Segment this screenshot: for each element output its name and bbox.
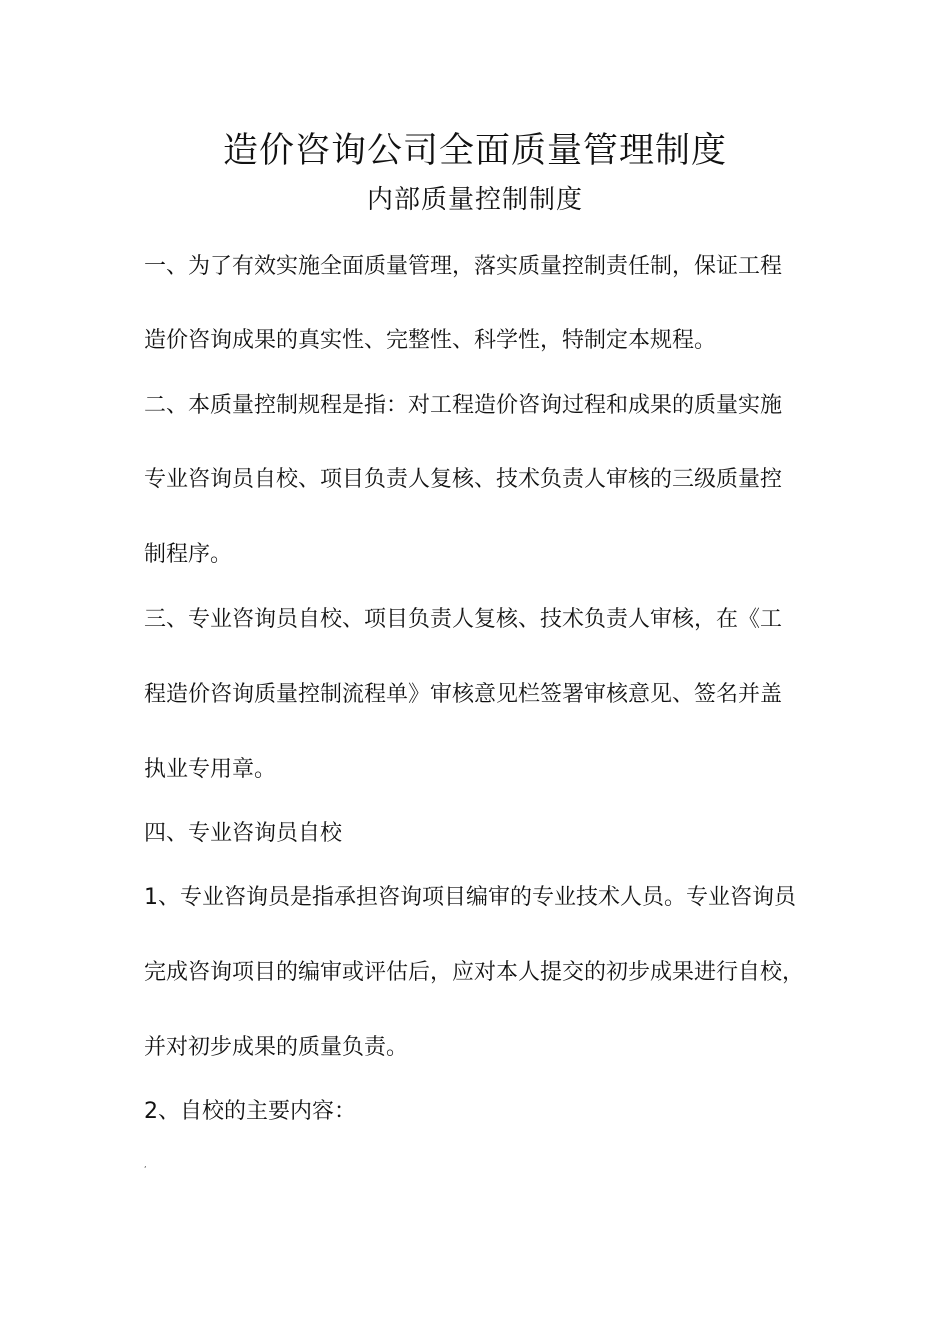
paragraph-line: 造价咨询成果的真实性、完整性、科学性，特制定本规程。 bbox=[144, 328, 717, 353]
paragraph-line: 执业专用章。 bbox=[144, 757, 277, 782]
paragraph-line: 2、自校的主要内容： bbox=[144, 1099, 356, 1124]
document-subtitle: 内部质量控制制度 bbox=[366, 185, 583, 215]
paragraph-line: 二、本质量控制规程是指：对工程造价咨询过程和成果的质量实施 bbox=[144, 393, 783, 418]
paragraph-line: 1、专业咨询员是指承担咨询项目编审的专业技术人员。专业咨询员 bbox=[144, 885, 796, 910]
paragraph-line: 并对初步成果的质量负责。 bbox=[144, 1035, 409, 1060]
paragraph-line: 制程序。 bbox=[144, 542, 233, 567]
paragraph-line: 三、专业咨询员自校、项目负责人复核、技术负责人审核，在《工 bbox=[144, 607, 783, 632]
document-title: 造价咨询公司全面质量管理制度 bbox=[222, 131, 727, 171]
stray-mark: , bbox=[144, 1160, 147, 1169]
paragraph-line: 程造价咨询质量控制流程单》审核意见栏签署审核意见、签名并盖 bbox=[144, 682, 783, 707]
section-heading: 四、专业咨询员自校 bbox=[144, 821, 343, 846]
paragraph-line: 专业咨询员自校、项目负责人复核、技术负责人审核的三级质量控 bbox=[144, 467, 783, 492]
paragraph-line: 一、为了有效实施全面质量管理，落实质量控制责任制，保证工程 bbox=[144, 254, 783, 279]
paragraph-line: 完成咨询项目的编审或评估后，应对本人提交的初步成果进行自校， bbox=[144, 960, 805, 985]
